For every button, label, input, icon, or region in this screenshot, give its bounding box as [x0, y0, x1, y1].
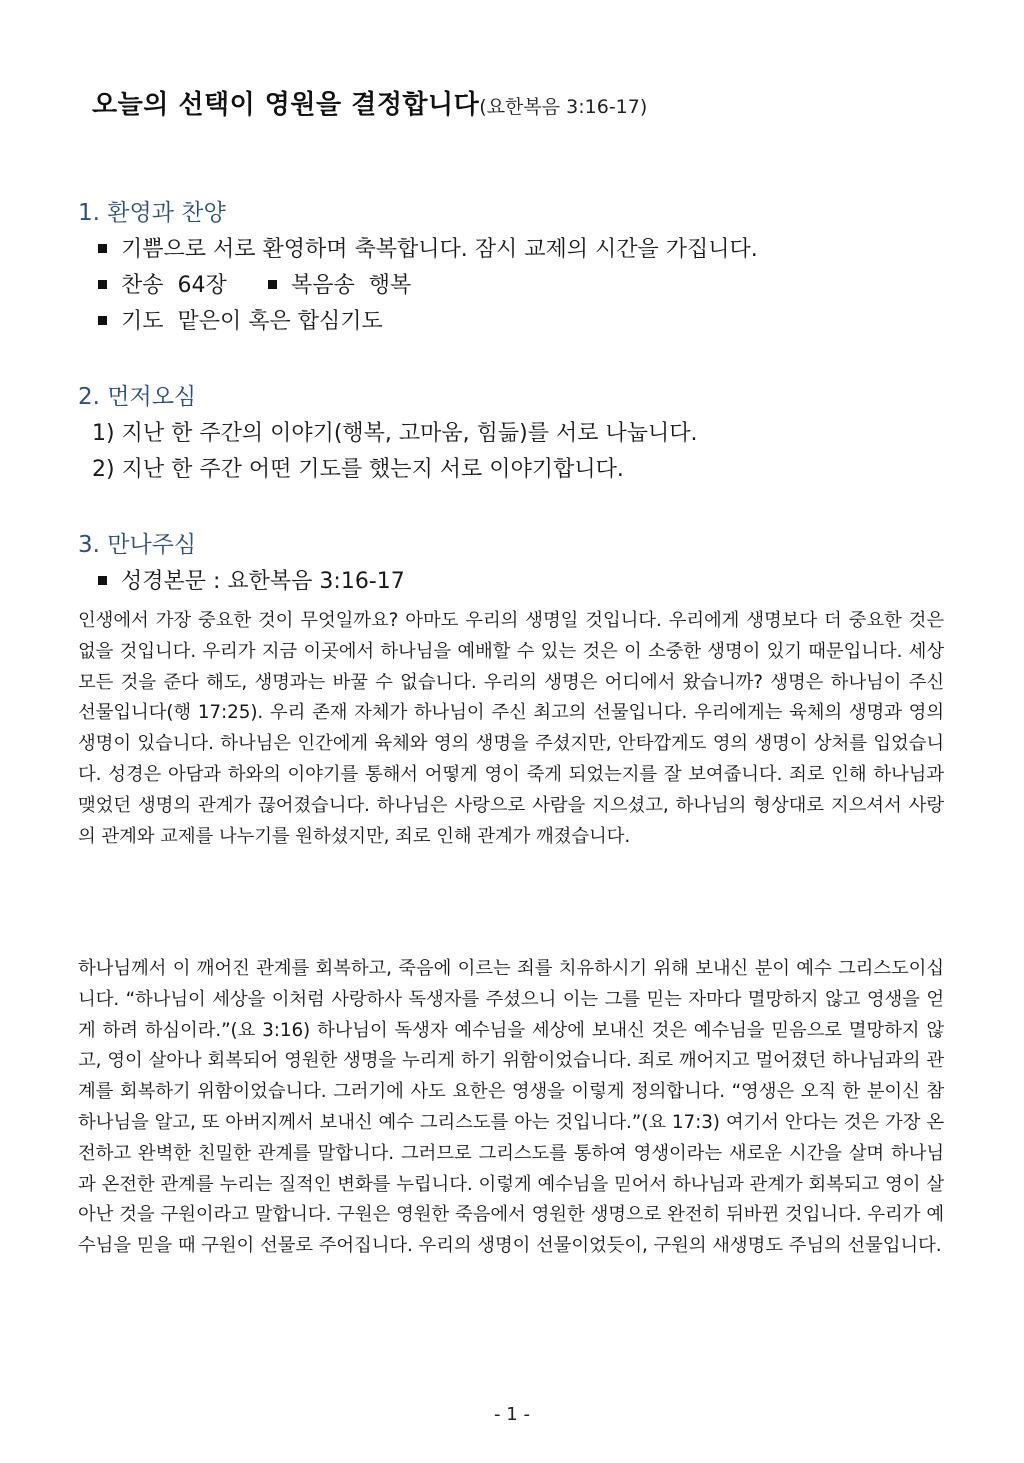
section-heading-first-came: 2. 먼저오심: [78, 384, 197, 410]
list-item: [98, 268, 227, 299]
section-heading-welcome: 1. 환영과 찬양: [78, 200, 226, 226]
page-number: - 1 -: [494, 1404, 530, 1425]
section-heading-meeting: 3. 만나주심: [78, 532, 197, 558]
list-item: [98, 304, 383, 335]
square-bullet-icon: [268, 280, 277, 289]
list-item-text: 기도 맡은이 혹은 합심기도: [121, 309, 383, 334]
list-item: [268, 268, 411, 299]
list-item-text: 찬송 64장: [121, 273, 227, 298]
title-scripture-reference: (요한복음 3:16-17): [479, 96, 648, 118]
page-title: [92, 84, 647, 121]
square-bullet-icon: [98, 280, 107, 289]
list-item: [98, 564, 405, 595]
body-paragraph: 하나님께서 이 깨어진 관계를 회복하고, 죽음에 이르는 죄를 치유하시기 위해 보내신 분이 예수 그리스도이십니다. “하나님이 세상을 이처럼 사랑하사 독생자를 주셨으니 이는 그를 믿는 자마다 멸망하지 않고 영생을 얻게 하려 하심이라.”(요 3:16) 하나님이 독생자 예수님을 세상에 보내신 것은 예수님을 믿음으로 멸망하지 않고, 영이 살아나 회복되어 영원한 생명을 누리게 하기 위함이었습니다. 죄로 깨어지고 멀어졌던 하나님과의 관계를 회복하기 위함이었습니다. 그러기에 사도 요한은 영생을 이렇게 정의합니다. “영생은 오직 한 분이신 참 하나님을 알고, 또 아버지께서 보내신 예수 그리스도를 아는 것입니다.”(요 17:3) 여기서 안다는 것은 가장 온전하고 완벽한 친밀한 관계를 말합니다. 그러므로 그리스도를 통하여 영생이라는 새로운 시간을 살며 하나님과 온전한 관계를 누리는 질적인 변화를 누립니다. 이렇게 예수님을 믿어서 하나님과 관계가 회복되고 영이 살아난 것을 구원이라고 말합니다. 구원은 영원한 죽음에서 영원한 생명으로 완전히 뒤바뀐 것입니다. 우리가 예수님을 믿을 때 구원이 선물로 주어집니다. 우리의 생명이 선물이었듯이, 구원의 새생명도 주님의 선물입니다.: [78, 958, 944, 1257]
square-bullet-icon: [98, 576, 107, 585]
list-item: 2) 지난 한 주간 어떤 기도를 했는지 서로 이야기합니다.: [92, 457, 624, 482]
body-paragraph: 인생에서 가장 중요한 것이 무엇일까요? 아마도 우리의 생명일 것입니다. 우리에게 생명보다 더 중요한 것은 없을 것입니다. 우리가 지금 이곳에서 하나님을 예배할 수 있는 것은 이 소중한 생명이 있기 때문입니다. 세상 모든 것을 준다 해도, 생명과는 바꿀 수 없습니다. 우리의 생명은 어디에서 왔습니까? 생명은 하나님이 주신 선물입니다(행 17:25). 우리 존재 자체가 하나님이 주신 최고의 선물입니다. 우리에게는 육체의 생명과 영의 생명이 있습니다. 하나님은 인간에게 육체와 영의 생명을 주셨지만, 안타깝게도 영의 생명이 상처를 입었습니다. 성경은 아담과 하와의 이야기를 통해서 어떻게 영이 죽게 되었는지를 잘 보여줍니다. 죄로 인해 하나님과 맺었던 생명의 관계가 끊어졌습니다. 하나님은 사랑으로 사람을 지으셨고, 하나님의 형상대로 지으셔서 사랑의 관계와 교제를 나누기를 원하셨지만, 죄로 인해 관계가 깨졌습니다.: [78, 610, 944, 847]
list-item-text: 성경본문 : 요한복음 3:16-17: [121, 569, 405, 594]
list-item-text: 복음송 행복: [291, 273, 412, 298]
title-text: 오늘의 선택이 영원을 결정합니다: [92, 90, 480, 120]
list-item-text: 기쁨으로 서로 환영하며 축복합니다. 잠시 교제의 시간을 가집니다.: [121, 237, 758, 262]
list-item: 1) 지난 한 주간의 이야기(행복, 고마움, 힘듦)를 서로 나눕니다.: [92, 421, 698, 446]
square-bullet-icon: [98, 316, 107, 325]
square-bullet-icon: [98, 244, 107, 253]
list-item: [98, 232, 758, 263]
